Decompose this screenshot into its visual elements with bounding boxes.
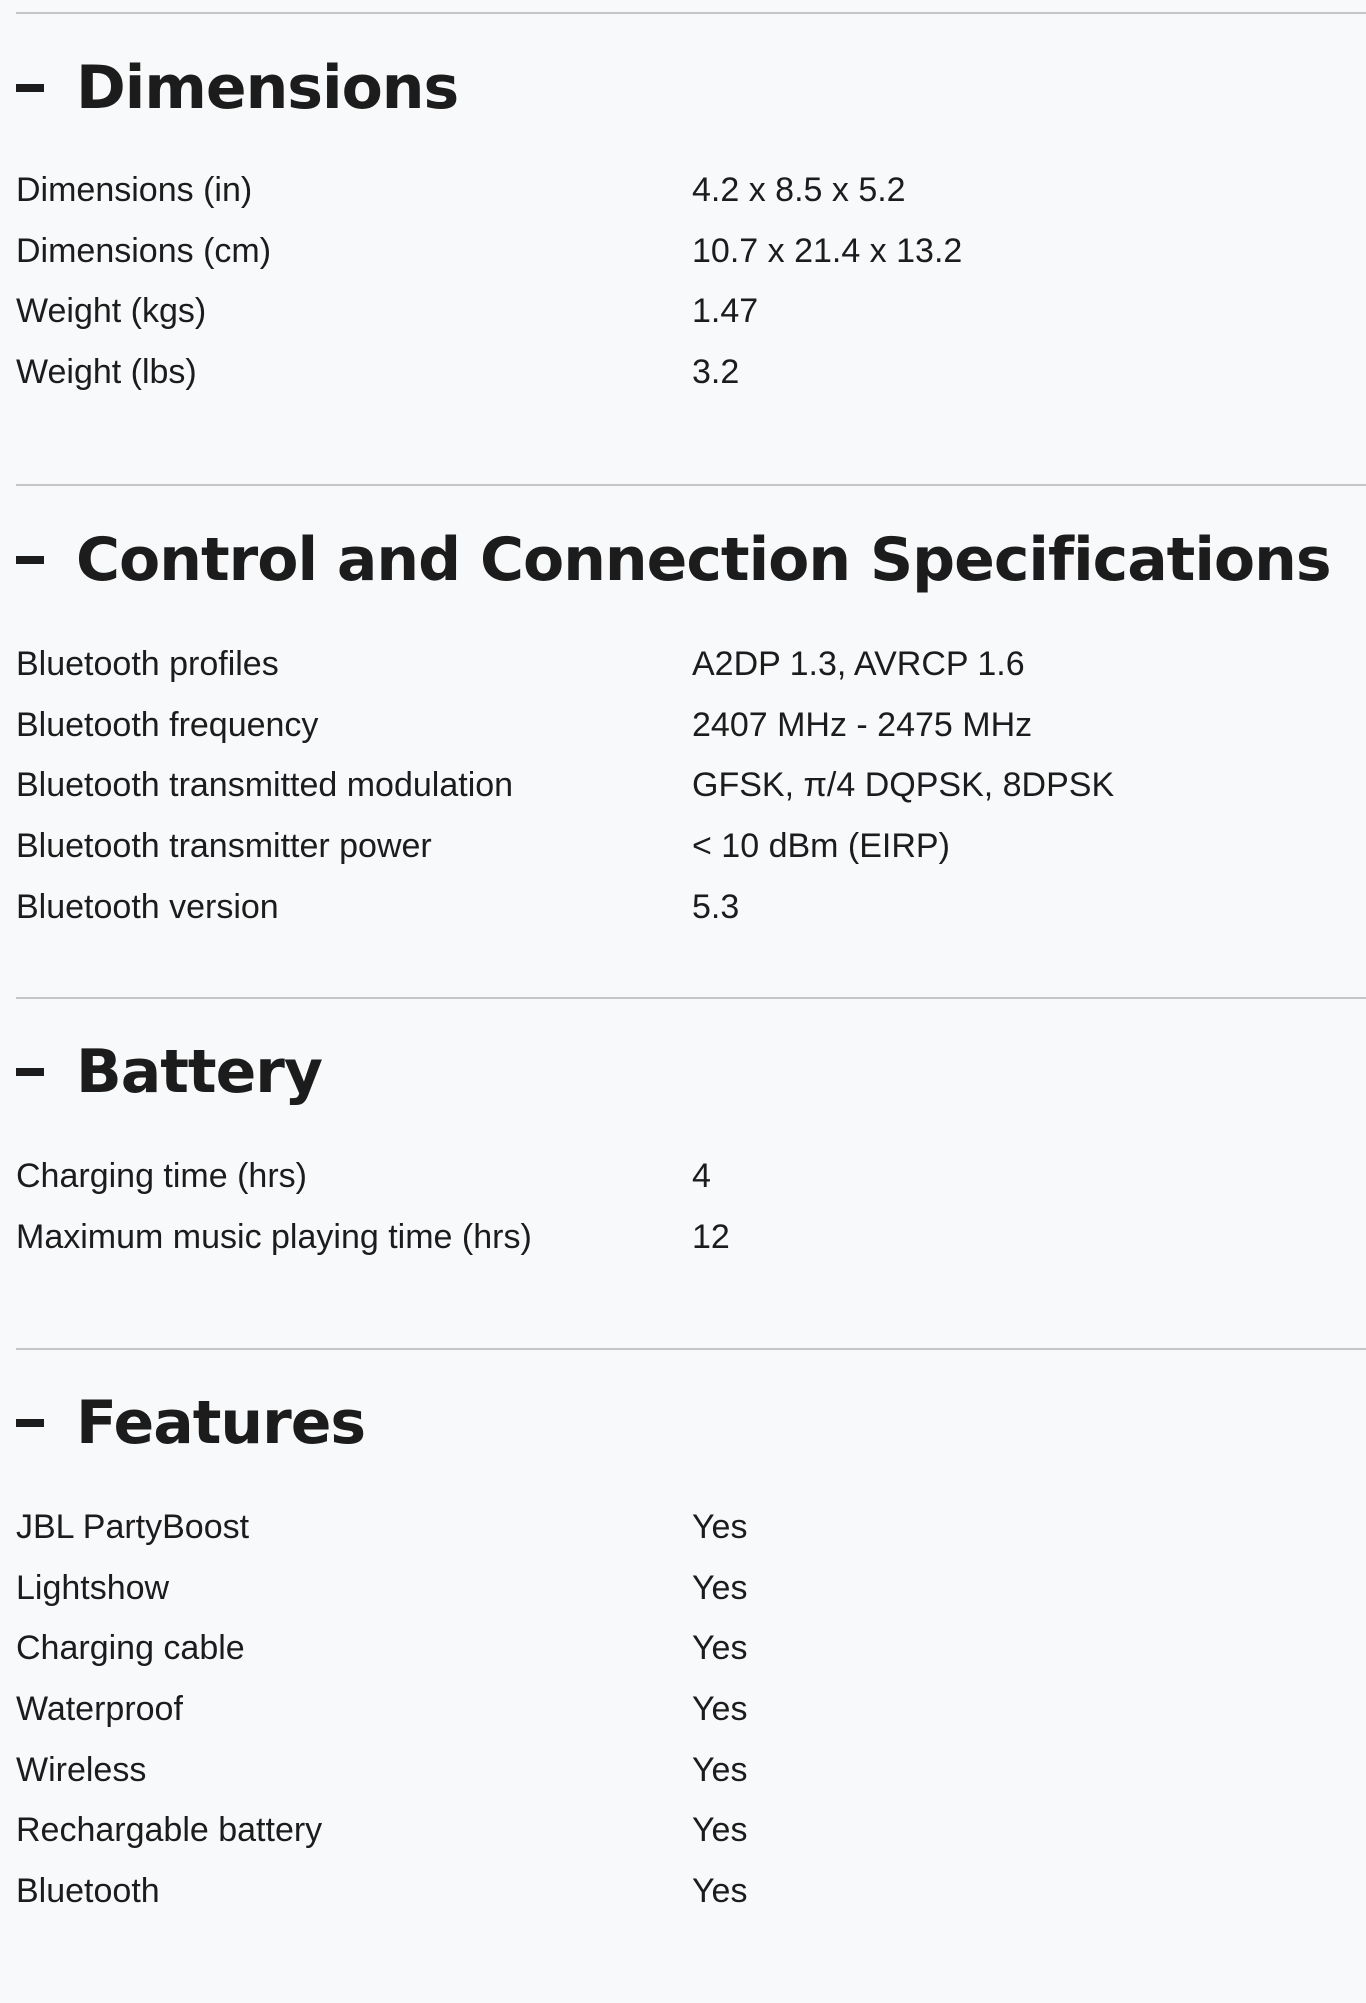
spec-label: Wireless — [16, 1750, 147, 1789]
spec-row — [16, 695, 1366, 756]
spec-value: 2407 MHz - 2475 MHz — [692, 705, 1033, 744]
spec-table — [16, 160, 1366, 403]
spec-value: Yes — [692, 1750, 748, 1789]
spec-value: 4 — [692, 1156, 711, 1195]
spec-table — [16, 1497, 1366, 1922]
spec-row — [16, 1740, 1366, 1801]
spec-row — [16, 1679, 1366, 1740]
spec-label: Rechargable battery — [16, 1811, 323, 1850]
section-header-battery[interactable] — [16, 1032, 322, 1112]
spec-value: Yes — [692, 1811, 748, 1850]
spec-row — [16, 634, 1366, 695]
spec-table — [16, 634, 1366, 937]
spec-value: 10.7 x 21.4 x 13.2 — [692, 231, 963, 270]
spec-label: Bluetooth transmitter power — [16, 826, 432, 865]
spec-row — [16, 877, 1366, 938]
spec-row — [16, 1558, 1366, 1619]
spec-value: Yes — [692, 1689, 748, 1728]
spec-value: GFSK, π/4 DQPSK, 8DPSK — [692, 766, 1115, 805]
spec-row — [16, 816, 1366, 877]
spec-row — [16, 281, 1366, 342]
section-title: Features — [76, 1388, 366, 1458]
spec-label: Bluetooth profiles — [16, 644, 279, 683]
spec-label: Weight (kgs) — [16, 292, 207, 331]
spec-label: Bluetooth transmitted modulation — [16, 766, 514, 805]
minus-icon[interactable] — [16, 1068, 44, 1076]
spec-row — [16, 1618, 1366, 1679]
spec-value: Yes — [692, 1568, 748, 1607]
spec-row — [16, 1146, 1366, 1207]
section-title: Battery — [76, 1037, 322, 1107]
section-title: Dimensions — [76, 53, 459, 123]
section-header-dimensions[interactable] — [16, 48, 458, 128]
spec-row — [16, 160, 1366, 221]
section-header-features[interactable] — [16, 1383, 365, 1463]
spec-label: Dimensions (cm) — [16, 231, 272, 270]
section-header-control-and-connection-specifications[interactable] — [16, 520, 1331, 600]
spec-row — [16, 1207, 1366, 1268]
spec-value: Yes — [692, 1507, 748, 1546]
spec-row — [16, 755, 1366, 816]
spec-value: 5.3 — [692, 887, 740, 926]
spec-row — [16, 1800, 1366, 1861]
spec-value: A2DP 1.3, AVRCP 1.6 — [692, 644, 1025, 683]
spec-value: Yes — [692, 1871, 748, 1910]
spec-label: Dimensions (in) — [16, 170, 253, 209]
spec-label: Bluetooth version — [16, 887, 279, 926]
spec-row — [16, 1861, 1366, 1922]
spec-value: Yes — [692, 1629, 748, 1668]
spec-label: Bluetooth — [16, 1871, 160, 1910]
section-divider — [16, 997, 1366, 999]
spec-row — [16, 342, 1366, 403]
spec-value: 3.2 — [692, 352, 740, 391]
spec-value: 1.47 — [692, 292, 759, 331]
spec-label: Maximum music playing time (hrs) — [16, 1217, 532, 1256]
spec-table — [16, 1146, 1366, 1267]
spec-label: JBL PartyBoost — [16, 1507, 250, 1546]
section-title: Control and Connection Specifications — [76, 525, 1331, 595]
spec-label: Lightshow — [16, 1568, 170, 1607]
spec-value: 12 — [692, 1217, 730, 1256]
spec-label: Waterproof — [16, 1689, 183, 1728]
spec-row — [16, 221, 1366, 282]
spec-label: Weight (lbs) — [16, 352, 197, 391]
spec-value: 4.2 x 8.5 x 5.2 — [692, 170, 906, 209]
minus-icon[interactable] — [16, 1419, 44, 1427]
minus-icon[interactable] — [16, 84, 44, 92]
section-divider — [16, 12, 1366, 14]
spec-row — [16, 1497, 1366, 1558]
section-divider — [16, 1348, 1366, 1350]
spec-label: Bluetooth frequency — [16, 705, 319, 744]
section-divider — [16, 484, 1366, 486]
spec-value: < 10 dBm (EIRP) — [692, 826, 950, 865]
spec-label: Charging time (hrs) — [16, 1156, 307, 1195]
spec-label: Charging cable — [16, 1629, 245, 1668]
minus-icon[interactable] — [16, 556, 44, 564]
